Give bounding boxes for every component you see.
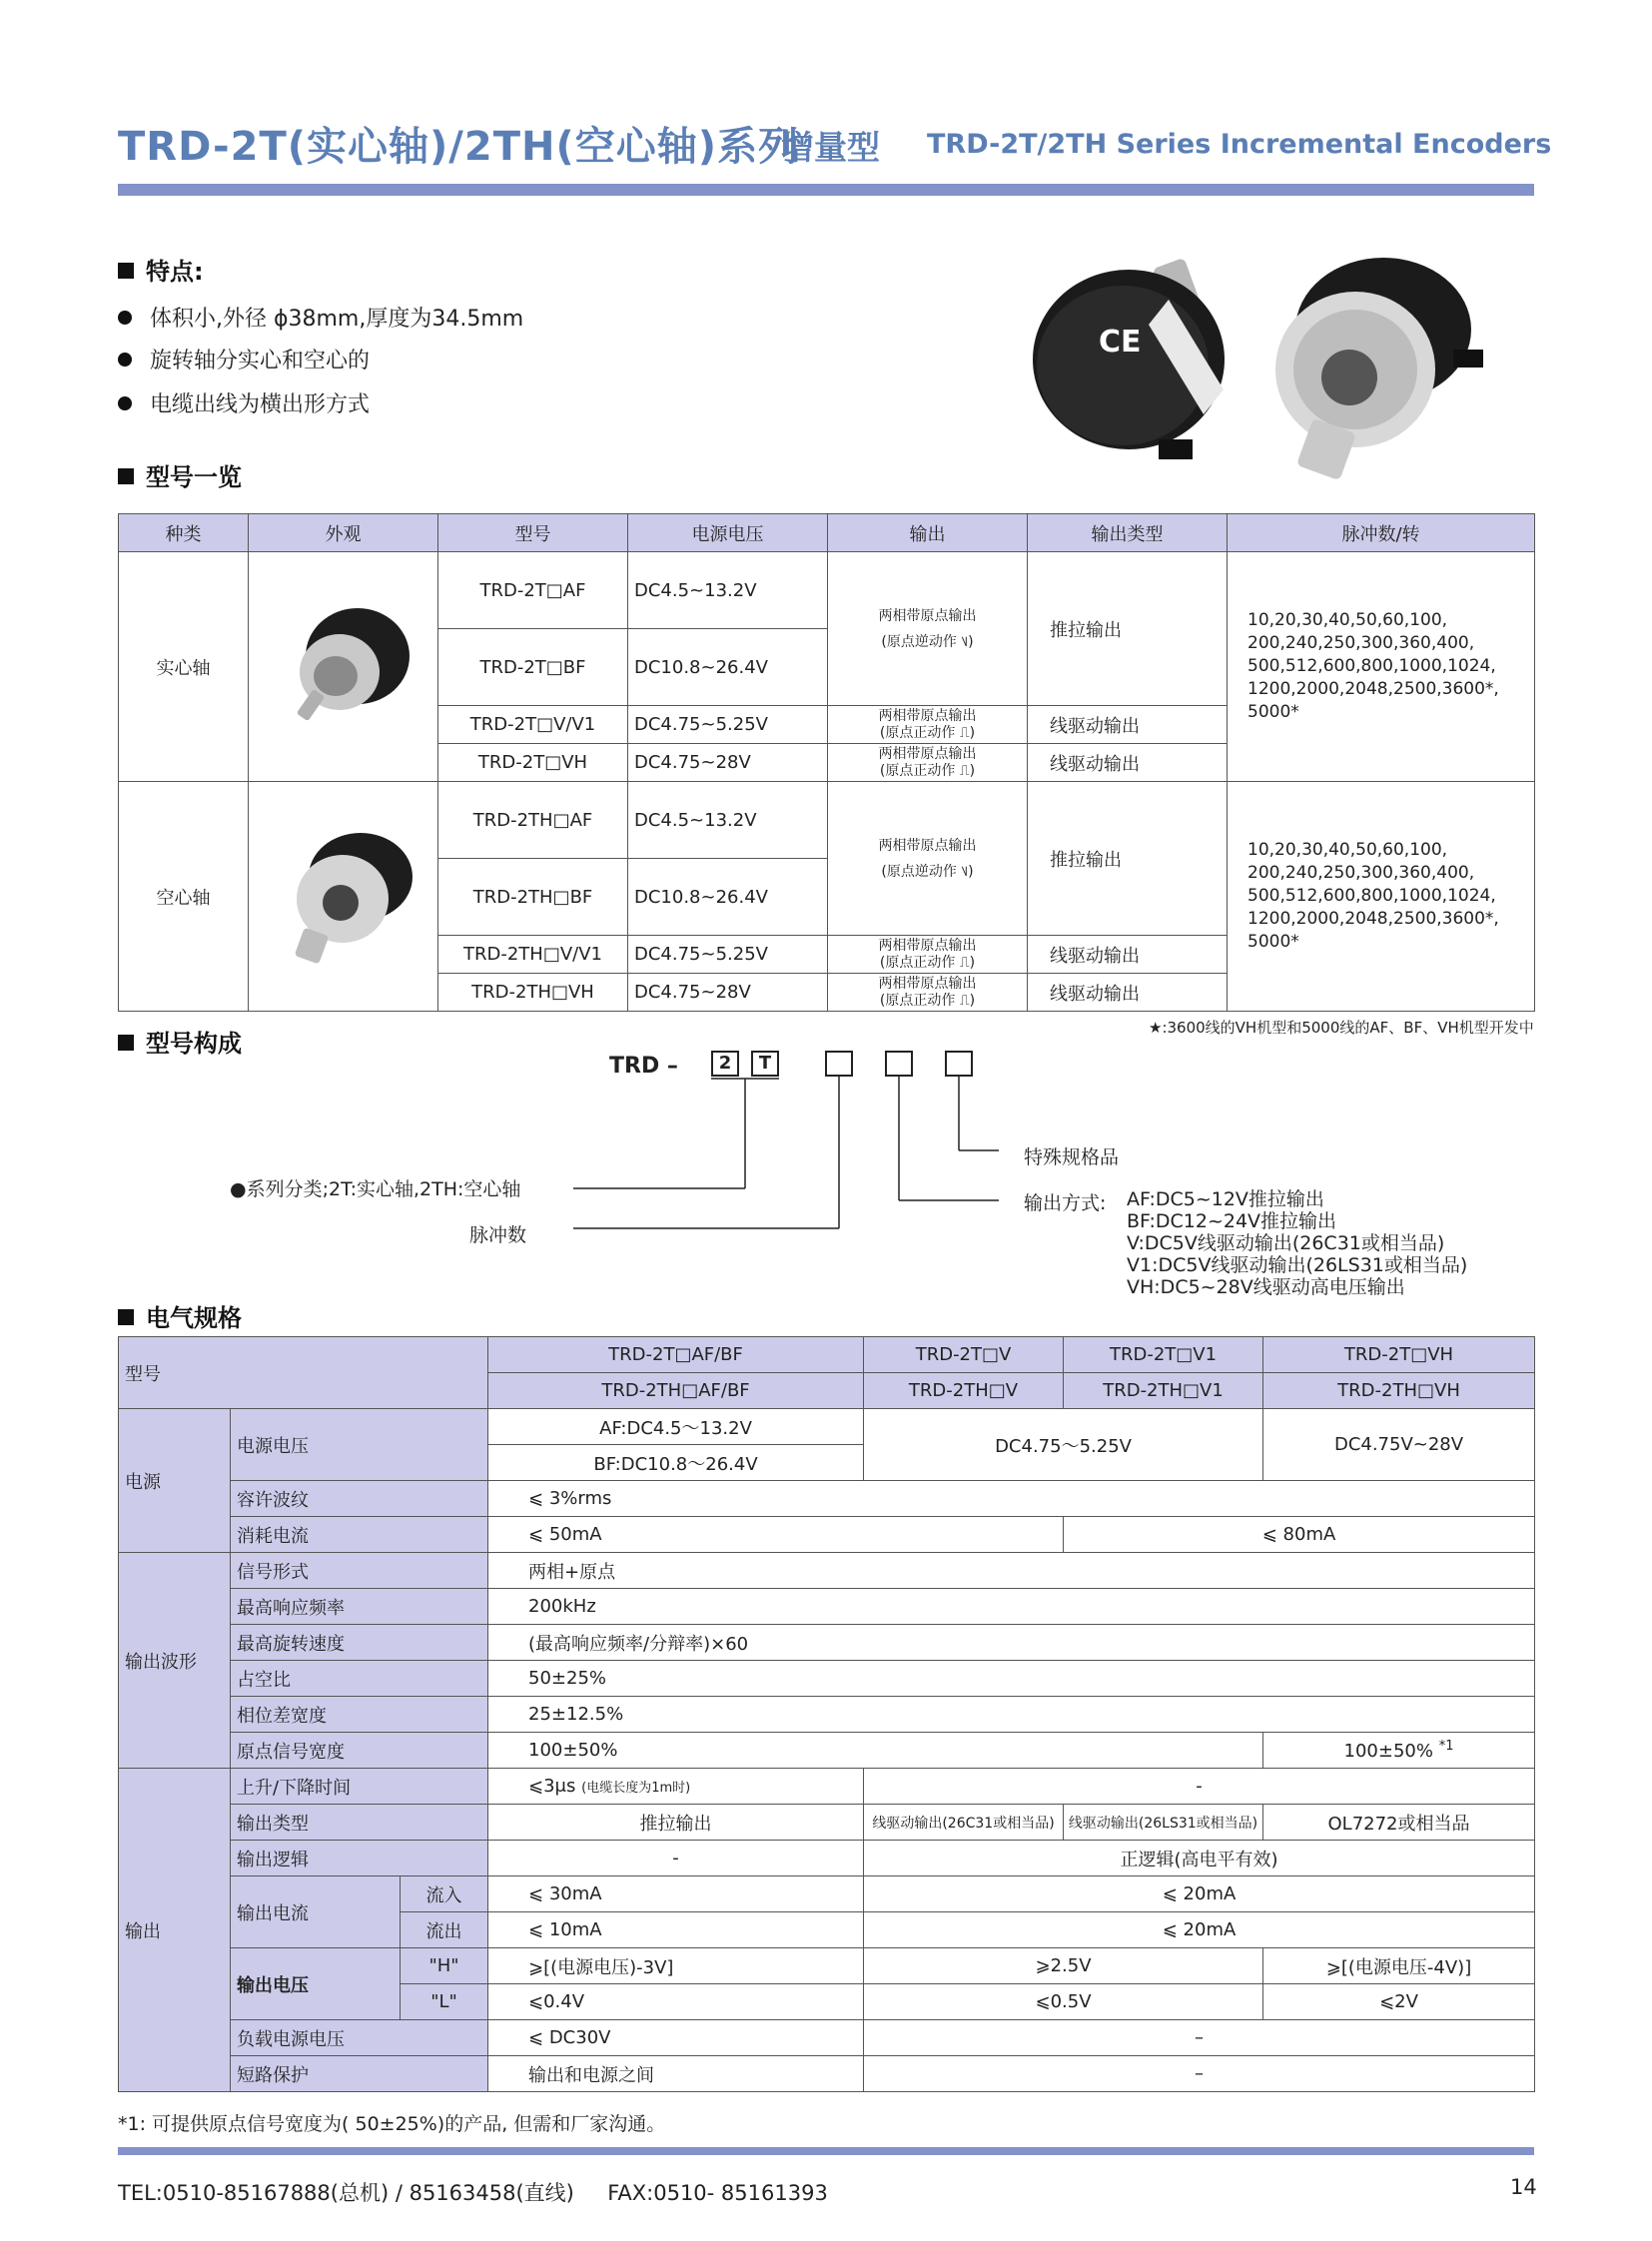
- model-code-box-t: T: [751, 1051, 779, 1077]
- spec-model: TRD-2T□VH: [1263, 1337, 1535, 1373]
- svg-text:CE: CE: [1099, 325, 1142, 360]
- row-label: 最高旋转速度: [231, 1625, 488, 1661]
- spec-value: ⩽ 20mA: [864, 1876, 1535, 1912]
- spec-value: 200kHz: [488, 1589, 1535, 1625]
- footer-divider: [118, 2147, 1534, 2155]
- spec-value: ⩽2V: [1263, 1984, 1535, 2020]
- feature-item: 旋转轴分实心和空心的: [118, 344, 370, 374]
- output-type-cell: 推拉输出: [1028, 552, 1228, 706]
- appearance-cell: [249, 552, 438, 782]
- model-cell: TRD-2TH□V/V1: [438, 936, 628, 974]
- spec-value: 输出和电源之间: [488, 2056, 864, 2092]
- output-type-cell: 线驱动输出: [1028, 744, 1228, 782]
- model-code-box-pulses: [825, 1051, 853, 1077]
- row-sublabel: 流入: [401, 1876, 488, 1912]
- spec-value: 100±50% $^{*1}$: [1263, 1733, 1535, 1769]
- spec-value: –: [864, 2056, 1535, 2092]
- output-cell: 两相带原点输出 (原点正动作 ⎍): [828, 744, 1028, 782]
- row-label: 容许波纹: [231, 1481, 488, 1517]
- group-power: 电源: [119, 1409, 231, 1553]
- row-label: 消耗电流: [231, 1517, 488, 1553]
- spec-model: TRD-2TH□V1: [1064, 1373, 1263, 1409]
- model-list-heading: 型号一览: [118, 457, 242, 492]
- pulses-cell: 10,20,30,40,50,60,100, 200,240,250,300,360,400, 500,512,600,800,1000,1024, 1200,2000,2048,2500,3600*, 5000*: [1228, 552, 1535, 782]
- row-label: 上升/下降时间: [231, 1769, 488, 1805]
- spec-value: ⩽ 30mA: [488, 1876, 864, 1912]
- row-label: 最高响应频率: [231, 1589, 488, 1625]
- model-cell: TRD-2TH□AF: [438, 782, 628, 859]
- spec-model: TRD-2TH□V: [864, 1373, 1064, 1409]
- output-cell: 两相带原点输出 (原点正动作 ⎍): [828, 936, 1028, 974]
- model-code-box-output: [885, 1051, 913, 1077]
- spec-value: AF:DC4.5～13.2V: [488, 1409, 864, 1445]
- label-special: 特殊规格品: [1024, 1146, 1120, 1168]
- voltage-cell: DC4.5~13.2V: [628, 552, 828, 629]
- spec-value: DC4.75V~28V: [1263, 1409, 1535, 1481]
- col-header: 型号: [438, 514, 628, 552]
- spec-value: ⩽0.5V: [864, 1984, 1263, 2020]
- hollow-shaft-thumbnail: [269, 819, 418, 969]
- spec-value: ⩽ DC30V: [488, 2020, 864, 2056]
- model-cell: TRD-2TH□BF: [438, 859, 628, 936]
- spec-value: ⩽ 50mA: [488, 1517, 1064, 1553]
- group-wave: 输出波形: [119, 1553, 231, 1769]
- spec-model: TRD-2TH□AF/BF: [488, 1373, 864, 1409]
- spec-value: OL7272或相当品: [1263, 1805, 1535, 1841]
- header-divider: [118, 184, 1534, 196]
- spec-value: ⩽ 20mA: [864, 1912, 1535, 1948]
- spec-value: 线驱动输出(26LS31或相当品): [1064, 1805, 1263, 1841]
- col-header: 种类: [119, 514, 249, 552]
- output-cell: 两相带原点输出 (原点逆动作 ˥˩): [828, 782, 1028, 936]
- output-type-cell: 线驱动输出: [1028, 974, 1228, 1012]
- spec-value: ⩽3μs (电缆长度为1m时): [488, 1769, 864, 1805]
- appearance-cell: [249, 782, 438, 1012]
- row-label: 输出电流: [231, 1876, 401, 1948]
- spec-value: 50±25%: [488, 1661, 1535, 1697]
- voltage-cell: DC4.75~28V: [628, 744, 828, 782]
- spec-value: ⩽ 3%rms: [488, 1481, 1535, 1517]
- spec-value: -: [864, 1769, 1535, 1805]
- spec-value: (最高响应频率/分辩率)×60: [488, 1625, 1535, 1661]
- spec-value: ⩾[(电源电压-4V)]: [1263, 1948, 1535, 1984]
- model-cell: TRD-2TH□VH: [438, 974, 628, 1012]
- row-label: 负载电源电压: [231, 2020, 488, 2056]
- model-cell: TRD-2T□BF: [438, 629, 628, 706]
- col-header: 输出类型: [1028, 514, 1228, 552]
- kind-cell: 实心轴: [119, 552, 249, 782]
- output-option: V1:DC5V线驱动输出(26LS31或相当品): [1127, 1254, 1468, 1276]
- spec-model-label: 型号: [119, 1337, 488, 1409]
- spec-value: ⩽0.4V: [488, 1984, 864, 2020]
- voltage-cell: DC10.8~26.4V: [628, 859, 828, 936]
- spec-footnote: *1: 可提供原点信号宽度为( 50±25%)的产品, 但需和厂家沟通。: [118, 2113, 666, 2135]
- feature-item: 电缆出线为横出形方式: [118, 387, 370, 418]
- solid-shaft-thumbnail: [274, 594, 413, 734]
- features-heading: 特点:: [118, 252, 204, 287]
- spec-model: TRD-2TH□VH: [1263, 1373, 1535, 1409]
- spec-value: BF:DC10.8～26.4V: [488, 1445, 864, 1481]
- model-code-heading: 型号构成: [118, 1024, 242, 1059]
- output-option: BF:DC12~24V推拉输出: [1127, 1210, 1337, 1232]
- row-label: 相位差宽度: [231, 1697, 488, 1733]
- output-type-cell: 推拉输出: [1028, 782, 1228, 936]
- row-label: 信号形式: [231, 1553, 488, 1589]
- output-options: [1127, 1188, 1467, 1298]
- spec-value: ⩽ 10mA: [488, 1912, 864, 1948]
- output-option: V:DC5V线驱动输出(26C31或相当品): [1127, 1232, 1445, 1254]
- output-type-cell: 线驱动输出: [1028, 936, 1228, 974]
- hollow-shaft-encoder-photo: [1243, 240, 1493, 489]
- model-cell: TRD-2T□V/V1: [438, 706, 628, 744]
- spec-value: ⩾2.5V: [864, 1948, 1263, 1984]
- spec-value: 25±12.5%: [488, 1697, 1535, 1733]
- row-sublabel: 流出: [401, 1912, 488, 1948]
- spec-value: 推拉输出: [488, 1805, 864, 1841]
- voltage-cell: DC10.8~26.4V: [628, 629, 828, 706]
- model-list-table: [118, 513, 1535, 1012]
- spec-value: 两相+原点: [488, 1553, 1535, 1589]
- col-header: 电源电压: [628, 514, 828, 552]
- spec-model: TRD-2T□AF/BF: [488, 1337, 864, 1373]
- spec-value: ⩽ 80mA: [1064, 1517, 1535, 1553]
- voltage-cell: DC4.75~5.25V: [628, 706, 828, 744]
- feature-item: 体积小,外径 ϕ38mm,厚度为34.5mm: [118, 302, 523, 333]
- output-option: AF:DC5~12V推拉输出: [1127, 1188, 1324, 1210]
- spec-table: [118, 1336, 1535, 2092]
- col-header: 输出: [828, 514, 1028, 552]
- voltage-cell: DC4.75~5.25V: [628, 936, 828, 974]
- title-type: 增量型: [781, 128, 880, 167]
- label-output-title: 输出方式:: [1024, 1192, 1107, 1214]
- model-cell: TRD-2T□AF: [438, 552, 628, 629]
- col-header: 外观: [249, 514, 438, 552]
- row-label: 短路保护: [231, 2056, 488, 2092]
- title-english: TRD-2T/2TH Series Incremental Encoders: [927, 129, 1552, 160]
- spec-value: –: [864, 2020, 1535, 2056]
- solid-shaft-encoder-photo: [1019, 240, 1258, 479]
- model-code-box-special: [945, 1051, 973, 1077]
- model-code-connector-lines: [559, 1077, 1019, 1236]
- row-sublabel: "H": [401, 1948, 488, 1984]
- model-list-note: ★:3600线的VH机型和5000线的AF、BF、VH机型开发中: [1149, 1019, 1534, 1037]
- spec-value: -: [488, 1841, 864, 1876]
- output-cell: 两相带原点输出 (原点正动作 ⎍): [828, 974, 1028, 1012]
- spec-model: TRD-2T□V: [864, 1337, 1064, 1373]
- label-series: ●系列分类;2T:实心轴,2TH:空心轴: [230, 1178, 521, 1200]
- model-cell: TRD-2T□VH: [438, 744, 628, 782]
- output-option: VH:DC5~28V线驱动高电压输出: [1127, 1276, 1405, 1298]
- model-code-box-2: 2: [711, 1051, 739, 1077]
- label-pulses: 脉冲数: [469, 1224, 527, 1246]
- row-label: 输出类型: [231, 1805, 488, 1841]
- model-code-prefix: TRD –: [609, 1054, 678, 1079]
- col-header: 脉冲数/转: [1228, 514, 1535, 552]
- output-cell: 两相带原点输出 (原点正动作 ⎍): [828, 706, 1028, 744]
- voltage-cell: DC4.5~13.2V: [628, 782, 828, 859]
- spec-value: DC4.75～5.25V: [864, 1409, 1263, 1481]
- row-label: 占空比: [231, 1661, 488, 1697]
- spec-model: TRD-2T□V1: [1064, 1337, 1263, 1373]
- output-cell: 两相带原点输出 (原点逆动作 ˥˩): [828, 552, 1028, 706]
- row-sublabel: "L": [401, 1984, 488, 2020]
- group-output: 输出: [119, 1769, 231, 2092]
- voltage-cell: DC4.75~28V: [628, 974, 828, 1012]
- page-number: 14: [1510, 2175, 1537, 2199]
- page-title: TRD-2T(实心轴)/2TH(空心轴)系列: [118, 124, 800, 170]
- kind-cell: 空心轴: [119, 782, 249, 1012]
- spec-value: ⩾[(电源电压)-3V]: [488, 1948, 864, 1984]
- row-label: 输出电压: [231, 1948, 401, 2020]
- output-type-cell: 线驱动输出: [1028, 706, 1228, 744]
- row-label: 原点信号宽度: [231, 1733, 488, 1769]
- spec-value: 100±50%: [488, 1733, 1263, 1769]
- footer-contact: TEL:0510-85167888(总机) / 85163458(直线) FAX:0510- 85161393: [118, 2181, 828, 2205]
- spec-value: 正逻辑(高电平有效): [864, 1841, 1535, 1876]
- spec-value: 线驱动输出(26C31或相当品): [864, 1805, 1064, 1841]
- pulses-cell: 10,20,30,40,50,60,100, 200,240,250,300,360,400, 500,512,600,800,1000,1024, 1200,2000,2048,2500,3600*, 5000*: [1228, 782, 1535, 1012]
- spec-heading: 电气规格: [118, 1298, 242, 1333]
- row-label: 输出逻辑: [231, 1841, 488, 1876]
- row-label: 电源电压: [231, 1409, 488, 1481]
